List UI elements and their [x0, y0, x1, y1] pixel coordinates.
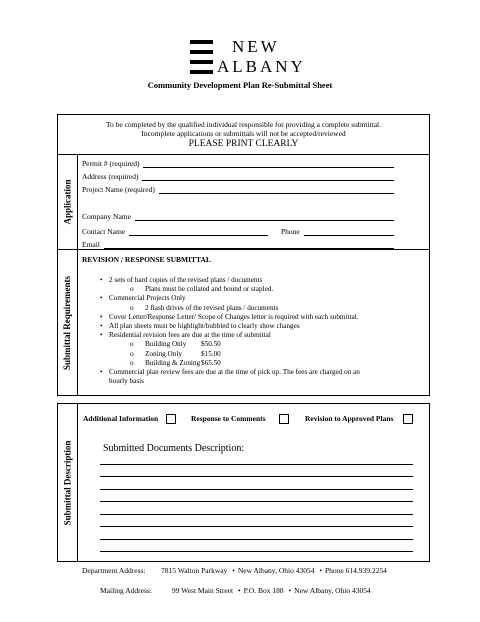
list-item: • Commercial Projects Only: [78, 294, 429, 303]
fee-row: o Building Only $50.50: [78, 340, 429, 349]
description-line[interactable]: [100, 476, 413, 477]
section-description: Submittal Description: [57, 403, 78, 562]
contact-name-field[interactable]: Contact Name: [82, 227, 268, 236]
list-item: • Cover Letter/Response Letter/ Scope of Changes letter is required with each submittal.: [78, 313, 429, 322]
list-item: • Commercial plan review fees are due at the time of pick up. The fees are charged on an: [78, 368, 429, 377]
list-item: o 2 flash drives of the revised plans / documents: [78, 304, 429, 313]
list-item: o Plans must be collated and bound or stapled.: [78, 285, 429, 294]
description-line[interactable]: [100, 539, 413, 540]
logo-line-2: ALBANY: [217, 57, 306, 76]
list-item: • All plan sheets must be highlight/bubbled to clearly show changes: [78, 322, 429, 331]
logo-line-1: NEW: [232, 37, 280, 56]
revision-label: Revision to Approved Plans: [305, 414, 394, 423]
response-checkbox[interactable]: [279, 414, 289, 424]
phone-field[interactable]: Phone: [281, 227, 394, 236]
email-field[interactable]: Email: [82, 240, 394, 249]
section-requirements: Submittal Requirements: [57, 249, 78, 396]
response-label: Response to Comments: [191, 414, 266, 423]
description-line[interactable]: [100, 501, 413, 502]
fee-row: o Zoning Only $15.00: [78, 350, 429, 359]
section-application: Application: [57, 154, 78, 250]
department-address: Department Address: 7815 Walton Parkway • New Albany, Ohio 43054 • Phone 614.939.2254: [82, 566, 387, 575]
intro-box: [57, 114, 430, 155]
list-item: • 2 sets of hard copies of the revised plans / documents: [78, 276, 429, 285]
intro-line-1: To be completed by the qualified individual responsible for providing a complete submittal.: [105, 120, 382, 129]
mailing-address: Mailing Address: 99 West Main Street • P.O. Box 188 • New Albany, Ohio 43054: [100, 586, 371, 595]
requirements-box: [77, 249, 430, 396]
print-clearly: PLEASE PRINT CLEARLY: [188, 139, 299, 149]
description-line[interactable]: [100, 526, 413, 527]
revision-checkbox[interactable]: [403, 414, 413, 424]
page-title: Community Development Plan Re-Submittal Sheet: [147, 80, 333, 90]
address-field[interactable]: Address (required): [82, 172, 394, 181]
additional-info-checkbox[interactable]: [166, 414, 176, 424]
description-line[interactable]: [100, 464, 413, 465]
permit-field[interactable]: Permit # (required): [82, 159, 394, 168]
description-line[interactable]: [100, 514, 413, 515]
intro-line-2: Incomplete applications or submittals will not be accepted/reviewed: [141, 129, 346, 138]
description-label: Submitted Documents Description:: [103, 443, 245, 454]
description-line[interactable]: [100, 489, 413, 490]
company-name-field[interactable]: Company Name: [82, 212, 394, 221]
description-line[interactable]: [100, 551, 413, 552]
requirements-heading: REVISION / RESPONSE SUBMITTAL: [82, 255, 211, 264]
fee-row: o Building & Zoning$65.50: [78, 359, 429, 368]
project-name-field[interactable]: Project Name (required): [82, 185, 394, 194]
list-item: hourly basis: [109, 377, 144, 386]
logo-bars-icon: [190, 40, 213, 74]
additional-info-label: Additional Information: [83, 414, 159, 423]
list-item: • Residential revision fees are due at the time of submittal: [78, 331, 429, 340]
application-box: [77, 154, 430, 250]
